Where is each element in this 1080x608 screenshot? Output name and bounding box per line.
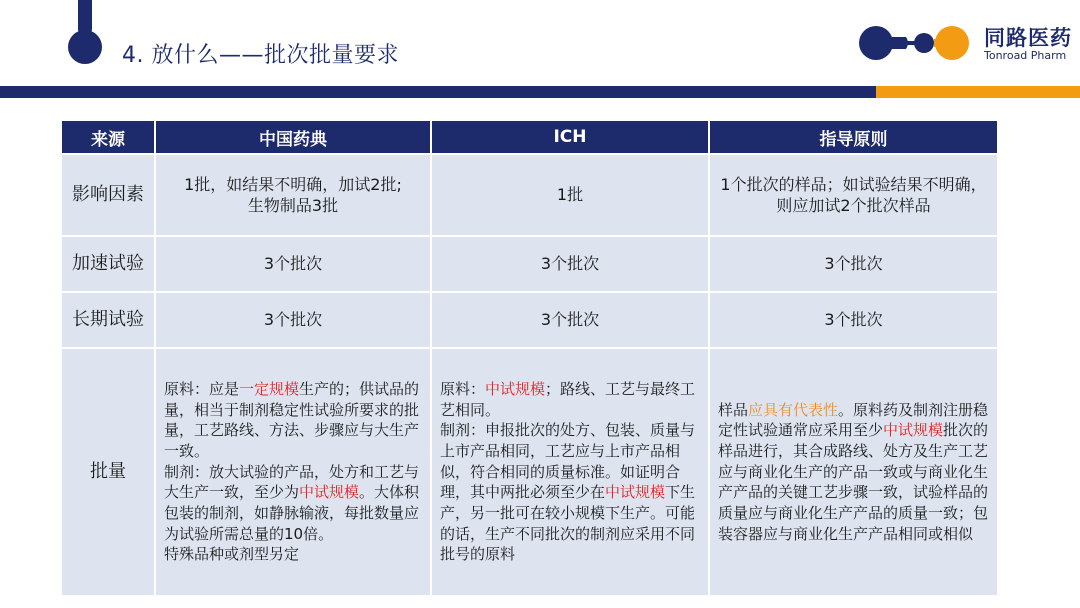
table-header-row	[62, 121, 999, 153]
batch-requirements-table	[62, 121, 999, 595]
cell-chp-batchsize: 原料：应是一定规模生产的；供试品的量，相当于制剂稳定性试验所要求的批量，工艺路线、方法、步骤应与大生产一致。 制剂：放大试验的产品，处方和工艺与大生产一致，至少为中试规模。大体积包装的制剂，如静脉输液，每批数量应为试验所需总量的10倍。 特殊品种或剂型另定	[156, 347, 432, 595]
header-chp: 中国药典	[156, 121, 432, 153]
header-bar-orange	[876, 86, 1080, 98]
cell-chp-stress: 1批，如结果不明确，加试2批; 生物制品3批	[156, 153, 432, 235]
cell-guide-batchsize: 样品应具有代表性。原料药及制剂注册稳定性试验通常应采用至少中试规模批次的样品进行，其合成路线、处方及生产工艺应与商业化生产的产品一致或与商业化生产产品的关键工艺步骤一致，试验样品的质量应与商业化生产产品的质量一致；包装容器应与商业化生产产品相同或相似	[710, 347, 999, 595]
cell-ich-stress: 1批	[432, 153, 710, 235]
table-row	[62, 153, 999, 235]
title-decoration-dot	[68, 30, 102, 64]
cell-guide-longterm: 3个批次	[710, 291, 999, 347]
cell-ich-batchsize: 原料：中试规模；路线、工艺与最终工艺相同。 制剂：申报批次的处方、包装、质量与上市产品相同，工艺应与上市产品相似，符合相同的质量标准。如证明合理，其中两批必须至少在中试规模下生产，另一批可在较小规模下生产。可能的话，生产不同批次的制剂应采用不同批号的原料	[432, 347, 710, 595]
table-row	[62, 291, 999, 347]
logo-name-cn: 同路医药	[984, 26, 1072, 50]
table-row	[62, 347, 999, 595]
row-label-stress: 影响因素	[62, 153, 156, 235]
header-source: 来源	[62, 121, 156, 153]
header-guideline: 指导原则	[710, 121, 999, 153]
header-ich: ICH	[432, 121, 710, 153]
page-title: 4. 放什么——批次批量要求	[122, 43, 399, 68]
header-bar-blue	[0, 86, 876, 98]
cell-ich-accelerated: 3个批次	[432, 235, 710, 291]
row-label-longterm: 长期试验	[62, 291, 156, 347]
logo-mark-icon	[858, 22, 976, 64]
row-label-batchsize: 批量	[62, 347, 156, 595]
company-logo	[858, 22, 1073, 64]
cell-guide-accelerated: 3个批次	[710, 235, 999, 291]
cell-chp-accelerated: 3个批次	[156, 235, 432, 291]
cell-guide-stress: 1个批次的样品；如试验结果不明确，则应加试2个批次样品	[710, 153, 999, 235]
logo-name-en: Tonroad Pharm	[984, 49, 1067, 62]
table-row	[62, 235, 999, 291]
cell-ich-longterm: 3个批次	[432, 291, 710, 347]
row-label-accelerated: 加速试验	[62, 235, 156, 291]
cell-chp-longterm: 3个批次	[156, 291, 432, 347]
